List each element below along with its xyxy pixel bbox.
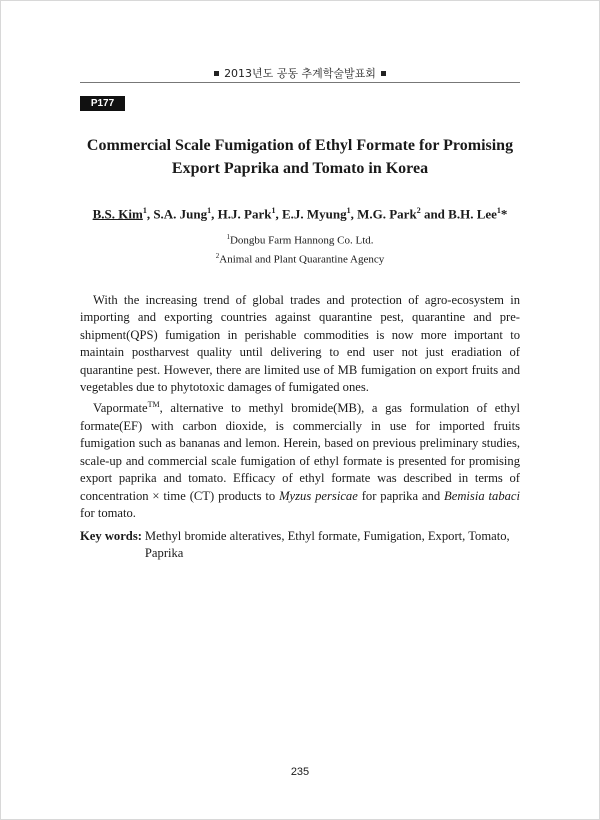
header-rule xyxy=(80,82,520,83)
affiliation-number: 1 xyxy=(226,233,230,241)
affiliation-name: Animal and Plant Quarantine Agency xyxy=(219,253,385,266)
author-name: B.S. Kim xyxy=(92,206,143,222)
abstract-text: for paprika and xyxy=(357,488,445,503)
author-separator: and xyxy=(420,206,449,222)
abstract-text: , alternative to methyl bromide(MB), a gas formulation of ethyl formate(EF) with carbon dioxide, is commercially in use for imported fruits fumigation such as bananas and lemon. Herein, based on previous preliminary studies, scale-up and commercial scale fumigation of ethyl formate is presented for promising export paprika and tomato. Efficacy of ethyl formate was described in terms of concentration × time (CT) products to xyxy=(80,401,520,503)
affiliation-number: 2 xyxy=(215,251,220,260)
title-line-2: Export Paprika and Tomato in Korea xyxy=(171,160,429,177)
affiliations xyxy=(60,230,540,267)
author-separator: , xyxy=(146,206,154,222)
author-list xyxy=(60,206,540,222)
keywords-label: Key words: xyxy=(80,529,142,543)
affiliation-mark: 1 xyxy=(142,206,147,215)
author-separator: , xyxy=(275,206,282,222)
page-number: 235 xyxy=(290,766,310,778)
author-name: S.A. Jung xyxy=(153,206,208,222)
affiliation-mark: 2 xyxy=(416,206,421,215)
square-bullet-icon xyxy=(381,71,386,76)
author-name: M.G. Park xyxy=(357,206,417,222)
abstract-text: for tomato. xyxy=(80,506,136,521)
running-header xyxy=(0,65,600,81)
affiliation-line xyxy=(60,249,540,268)
keywords-text: Methyl bromide alteratives, Ethyl formate, Fumigation, Export, Tomato, Paprika xyxy=(144,529,510,561)
affiliation-mark: 1 xyxy=(207,206,212,215)
trademark-mark: TM xyxy=(147,400,160,410)
affiliation-line xyxy=(60,230,540,249)
species-name: Myzus persicae xyxy=(279,488,358,503)
keywords xyxy=(80,528,520,563)
author-name: B.H. Lee xyxy=(448,206,497,222)
species-name: Bemisia tabaci xyxy=(444,488,520,503)
brand-name: Vapormate xyxy=(93,401,148,416)
poster-id-badge: P177 xyxy=(80,96,125,111)
abstract-paragraph-1: With the increasing trend of global trades and protection of agro-ecosystem in importing and exporting countries against quarantine pest, quarantine and pre-shipment(QPS) fumigation in perishable commodities is now more important to maintain postharvest quality until delivering to end user not just eradiation of quarantine pest. However, there are limited use of MB fumigation on export fruits and vegetables due to phytotoxic damages of fumigated ones. xyxy=(80,293,520,395)
corresponding-mark: * xyxy=(500,206,508,222)
abstract-body xyxy=(80,292,520,522)
affiliation-mark: 1 xyxy=(271,206,276,215)
abstract-paragraph-2 xyxy=(80,396,520,522)
paper-title xyxy=(60,134,540,180)
author-separator: , xyxy=(211,206,218,222)
affiliation-mark: 1 xyxy=(496,206,501,215)
author-separator: , xyxy=(350,206,358,222)
affiliation-name: Dongbu Farm Hannong Co. Ltd. xyxy=(229,234,374,247)
running-title: 2013년도 공동 추계학술발표회 xyxy=(224,67,376,80)
title-line-1: Commercial Scale Fumigation of Ethyl Formate for Promising xyxy=(86,137,514,154)
author-name: H.J. Park xyxy=(217,206,272,222)
square-bullet-icon xyxy=(214,71,219,76)
author-name: E.J. Myung xyxy=(281,206,347,222)
affiliation-mark: 1 xyxy=(346,206,351,215)
